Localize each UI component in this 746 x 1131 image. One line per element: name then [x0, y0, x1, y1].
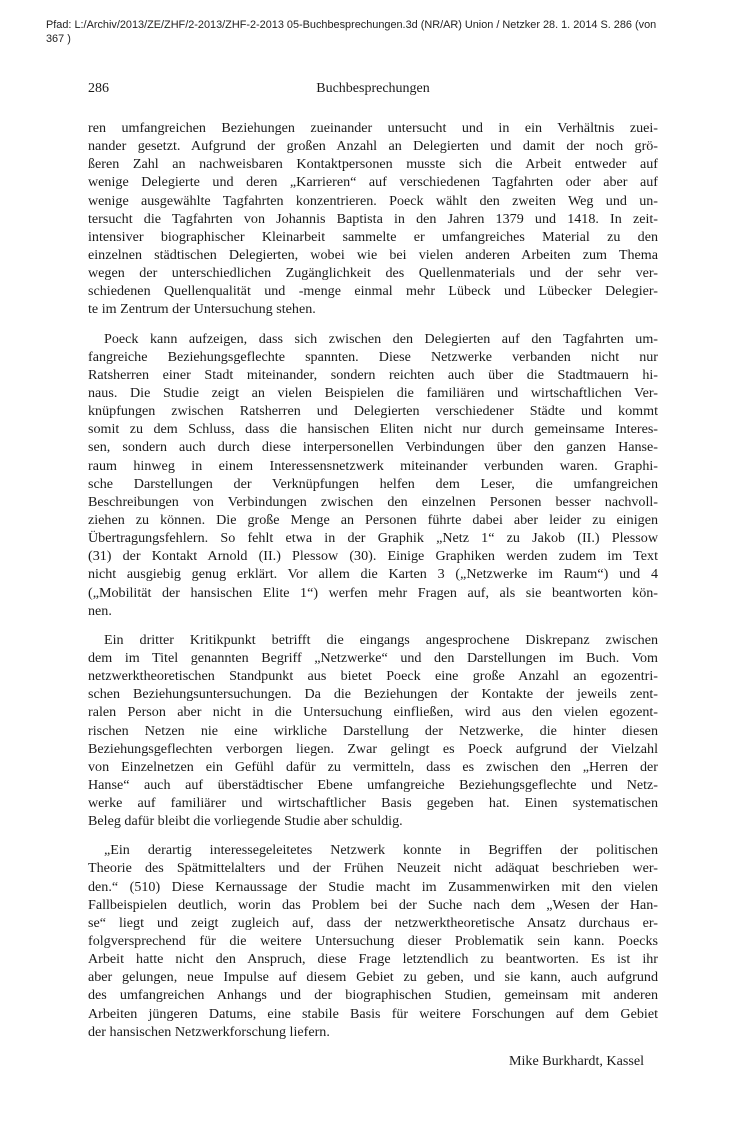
running-title: Buchbesprechungen: [316, 81, 430, 96]
text-line: knüpfungen zwischen Ratsherren und Delegierten verschiedener Städte und kommt: [88, 403, 658, 420]
text-line: intensiver biographischer Kleinarbeit sammelte er umfangreiches Material zu den: [88, 228, 658, 245]
text-line: wenige Delegierte und deren „Karrieren“ auf verschiedenen Tagfahrten oder aber auf: [88, 174, 658, 191]
text-line: Hanse“ auch auf überstädtischer Ebene umfangreiche Beziehungsgeflechte und Netz-: [88, 776, 658, 793]
text-line: Arbeit hatte nicht den Anspruch, diese Frage letztendlich zu beantworten. Es ist ihr: [88, 951, 658, 968]
text-line: naus. Die Studie zeigt an vielen Beispielen die familiären und wirtschaftlichen Ver-: [88, 384, 658, 401]
text-line: somit zu dem Schluss, dass die hansischen Eliten nicht nur durch gemeinsame Interes-: [88, 421, 658, 438]
text-line: Beziehungsgeflechten verborgen liegen. Zwar gelingt es Poeck aufgrund der Vielzahl: [88, 740, 658, 757]
text-line: sen, sondern auch durch diese interpersonellen Verbindungen über den ganzen Hanse-: [88, 439, 658, 456]
text-line: des umfangreichen Anhangs und der biographischen Studien, gemeinsam mit anderen: [88, 987, 658, 1004]
file-path-line: Pfad: L:/Archiv/2013/ZE/ZHF/2-2013/ZHF-2-2013 05-Buchbesprechungen.3d (NR/AR) Union / Netzker 28. 1. 2014 S. 286 (von: [46, 19, 657, 31]
text-line: Fallbeispielen deutlich, worin das Problem bei der Suche nach dem „Wesen der Han-: [88, 896, 658, 913]
text-line: schen Beziehungsuntersuchungen. Da die Beziehungen der Kontakte der jeweils zent-: [88, 686, 658, 703]
text-line: einzelnen städtischen Delegierten, wobei wie bei vielen anderen Arbeiten zum Thema: [88, 246, 658, 263]
text-line: sche Darstellungen der Verknüpfungen helfen dem Leser, die umfangreichen: [88, 475, 658, 492]
text-line: Ein dritter Kritikpunkt betrifft die eingangs angesprochene Diskrepanz zwischen: [104, 631, 658, 648]
page-number: 286: [88, 81, 109, 96]
paragraphs: [88, 119, 658, 1041]
text-line: fangreiche Beziehungsgeflechte spannten. Diese Netzwerke verbanden nicht nur: [88, 348, 658, 365]
paragraph: [88, 841, 658, 1041]
text-line: raum hinweg in einem Interessensnetzwerk miteinander verbunden waren. Graphi-: [88, 457, 658, 474]
text-line: folgversprechend für die weitere Untersuchung dieser Problematik sein kann. Poecks: [88, 933, 658, 950]
text-line: schiedenen Quellenqualität und -menge einmal mehr Lübeck und Lübecker Delegier-: [88, 283, 658, 300]
text-line: (31) der Kontakt Arnold (II.) Plessow (30). Einige Graphiken werden zudem im Text: [88, 548, 658, 565]
text-line: wegen der unterschiedlichen Zugänglichkeit des Quellenmaterials und der sehr ver-: [88, 265, 658, 282]
paragraph: [88, 330, 658, 620]
text-line: se“ liegt und zeigt zugleich auf, dass der netzwerktheoretische Ansatz durchaus er-: [88, 914, 658, 931]
text-line: nen.: [88, 602, 112, 619]
text-line: Ratsherren einer Stadt miteinander, sondern reichten auch über die Stadtmauern hi-: [88, 366, 658, 383]
text-line: „Ein derartig interessegeleitetes Netzwerk konnte in Begriffen der politischen: [104, 842, 658, 859]
text-line: netzwerktheoretischen Standpunkt aus bietet Poeck eine große Anzahl an egozentri-: [88, 668, 658, 685]
file-path-header: [46, 18, 716, 46]
text-line: Arbeiten jüngeren Datums, eine stabile Basis für weitere Forschungen auf dem Gebiet: [88, 1005, 658, 1022]
text-line: wenige ausgewählte Tagfahrten konzentrieren. Poeck wählt den zweiten Weg und un-: [88, 192, 658, 209]
paragraph: [88, 119, 658, 319]
text-line: ziehen zu können. Die große Menge an Personen führte dabei aber leider zu einigen: [88, 511, 658, 528]
text-line: dem im Titel genannten Begriff „Netzwerke“ und den Darstellungen im Buch. Vom: [88, 649, 658, 666]
text-line: Beschreibungen von Verbindungen zwischen den einzelnen Personen besser nachvoll-: [88, 493, 658, 510]
review-body: [88, 119, 658, 1070]
text-line: rischen Netzen nie eine wirkliche Darstellung der Netzwerke, die hinter diesen: [88, 722, 658, 739]
text-line: Theorie des Spätmittelalters und der Frühen Neuzeit nicht adäquat beschrieben wer-: [88, 860, 658, 877]
text-line: der hansischen Netzwerkforschung liefern.: [88, 1023, 330, 1040]
text-line: aber gelungen, neue Impulse auf diesem Gebiet zu geben, und sie kann, auch aufgrund: [88, 969, 658, 986]
text-line: („Mobilität der hansischen Elite 1“) werfen mehr Fragen auf, als sie beantworten kön-: [88, 584, 658, 601]
text-line: Poeck kann aufzeigen, dass sich zwischen den Delegierten auf den Tagfahrten um-: [104, 330, 658, 347]
text-line: nander gesetzt. Aufgrund der großen Anzahl an Delegierten und damit der noch grö-: [88, 138, 658, 155]
text-line: ren umfangreichen Beziehungen zueinander untersucht und in ein Verhältnis zuei-: [88, 120, 658, 136]
text-line: te im Zentrum der Untersuchung stehen.: [88, 301, 316, 318]
text-line: ßeren Zahl an nachweisbaren Kontaktpersonen musste sich die Arbeit entweder auf: [88, 156, 658, 173]
text-line: ralen Person aber nicht in die Untersuchung einfließen, wird aus den vielen egozent-: [88, 704, 658, 721]
text-line: werke auf familiärer und wirtschaftlicher Basis gegeben hat. Einen systematischen: [88, 795, 658, 812]
text-line: Beleg dafür bleibt die vorliegende Studie aber schuldig.: [88, 813, 403, 830]
paragraph: [88, 631, 658, 831]
text-line: Übertragungsfehlern. So fehlt etwa in der Graphik „Netz 1“ zu Jakob (II.) Plessow: [88, 530, 658, 547]
text-line: von Einzelnetzen ein Gefühl dafür zu vermitteln, dass es zwischen den „Herren der: [88, 758, 658, 775]
text-line: tersucht die Tagfahrten von Johannis Baptista in den Jahren 1379 und 1418. In zeit-: [88, 210, 658, 227]
text-line: nicht ausgiebig genug erklärt. Vor allem die Karten 3 („Netzwerke im Raum“) und 4: [88, 566, 658, 583]
file-path-line: 367 ): [46, 33, 71, 45]
reviewer-signature: Mike Burkhardt, Kassel: [508, 1052, 644, 1069]
text-line: den.“ (510) Diese Kernaussage der Studie macht im Zusammenwirken mit den vielen: [88, 878, 658, 895]
page-header: [88, 81, 658, 101]
